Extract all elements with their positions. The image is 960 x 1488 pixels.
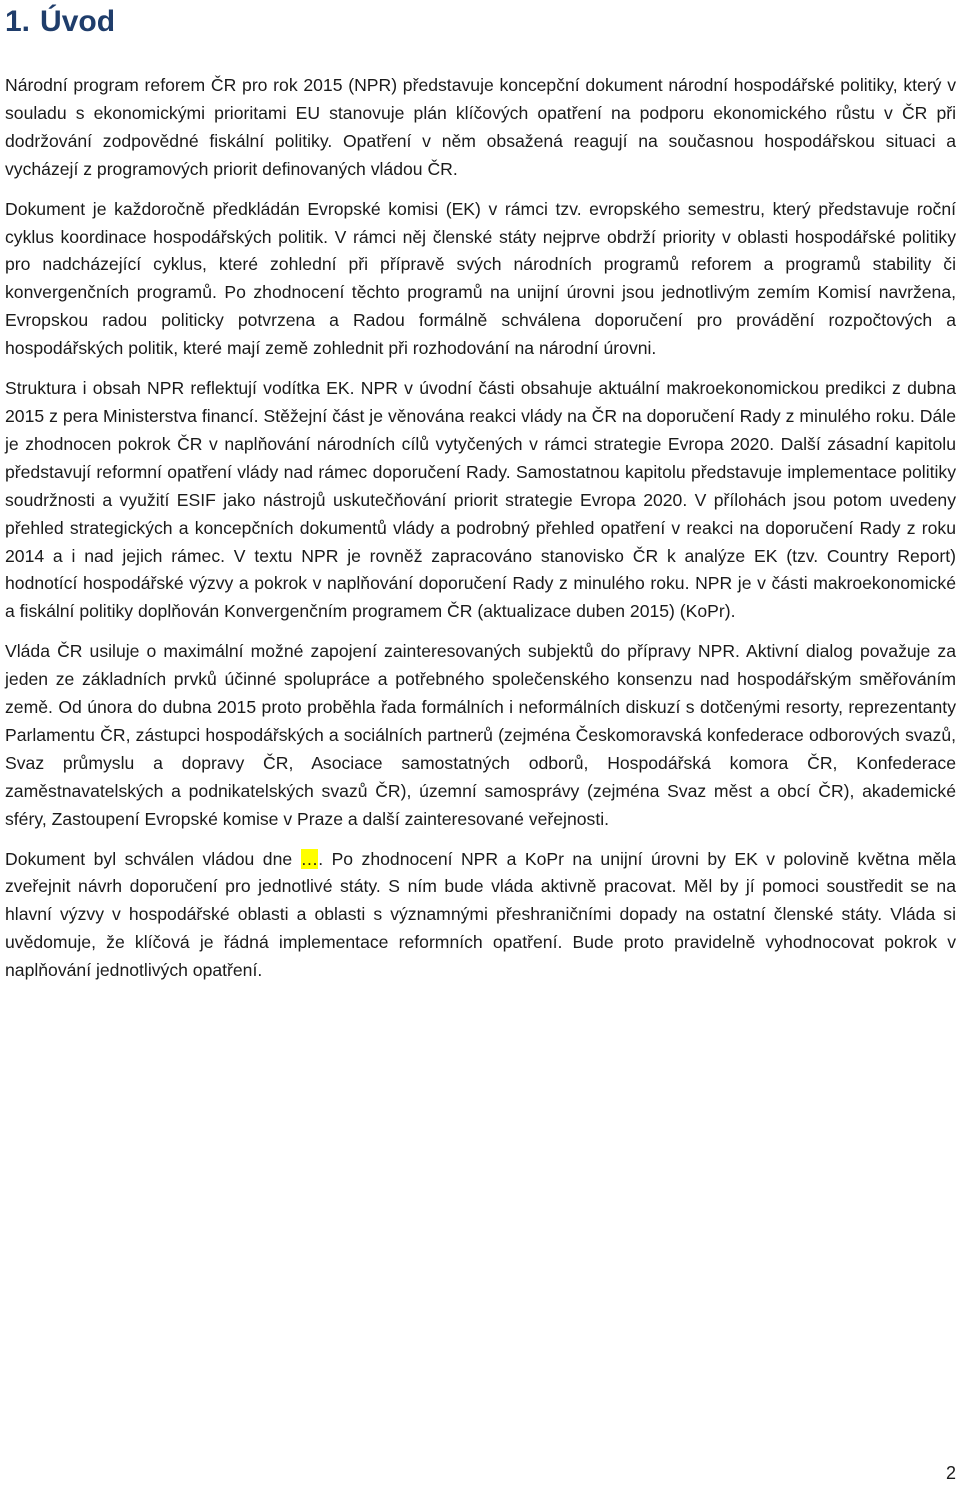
paragraph-structure: Struktura i obsah NPR reflektují vodítka EK. NPR v úvodní části obsahuje aktuální makroekonomickou predikci z dubna 2015 z pera Ministerstva financí. Stěžejní část je věnována reakci vlády na ČR na doporučení Rady z minulého roku. Dále je zhodnocen pokrok ČR v naplňování národních cílů vytyčených v rámci strategie Evropa 2020. Další zásadní kapitolu představují reformní opatření vlády nad rámec doporučení Rady. Samostatnou kapitolu představuje implementace politiky soudržnosti a využití ESIF jako nástrojů uskutečňování priorit strategie Evropa 2020. V přílohách jsou potom uvedeny přehled strategických a koncepčních dokumentů vlády a podrobný přehled opatření v reakci na doporučení Rady z roku 2014 a i nad jejich rámec. V textu NPR je rovněž zapracováno stanovisko ČR k analýze EK (tzv. Country Report) hodnotící hospodářské výzvy a pokrok v naplňování doporučení Rady z minulého roku. NPR je v části makroekonomické a fiskální politiky doplňován Konvergenčním programem ČR (aktualizace duben 2015) (KoPr).	[5, 378, 956, 622]
section-number: 1.	[5, 5, 31, 38]
section-heading	[5, 0, 956, 40]
approval-text-start: Dokument byl schválen vládou dne	[5, 848, 301, 869]
paragraph-approval	[5, 846, 956, 986]
page-number: 2	[945, 1463, 956, 1483]
section-title: Úvod	[40, 5, 116, 38]
paragraph-intro: Národní program reforem ČR pro rok 2015 (NPR) představuje koncepční dokument národní hospodářské politiky, který v souladu s ekonomickými prioritami EU stanovuje plán klíčových opatření na podporu ekonomického růstu v ČR při dodržování zodpovědné fiskální politiky. Opatření v něm obsažená reagují na současnou hospodářskou situaci a vycházejí z programových priorit definovaných vládou ČR.	[5, 75, 956, 179]
highlighted-placeholder: …	[300, 848, 319, 869]
document-page	[5, 0, 956, 985]
approval-text-end: . Po zhodnocení NPR a KoPr na unijní úrovni by EK v polovině května měla zveřejnit návrh doporučení pro jednotlivé státy. S ním bude vláda aktivně pracovat. Měl by jí pomoci soustředit se na hlavní výzvy v hospodářské oblasti a oblasti s významnými přeshraničními dopady na ostatní členské státy. Vláda si uvědomuje, že klíčová je řádná implementace reformních opatření. Bude proto pravidelně vyhodnocovat pokrok v naplňování jednotlivých opatření.	[5, 848, 956, 981]
paragraph-semester: Dokument je každoročně předkládán Evropské komisi (EK) v rámci tzv. evropského semestru, který představuje roční cyklus koordinace hospodářských politik. V rámci něj členské státy nejprve obdrží priority v oblasti hospodářské politiky pro nadcházející cyklus, které zohlední při přípravě svých národních programů reforem a programů stability či konvergenčních programů. Po zhodnocení těchto programů na unijní úrovni jsou jednotlivým zemím Komisí navržena, Evropskou radou politicky potvrzena a Radou formálně schválena doporučení pro provádění rozpočtových a hospodářských politik, které mají země zohlednit při rozhodování na národní úrovni.	[5, 198, 956, 359]
paragraph-dialog: Vláda ČR usiluje o maximální možné zapojení zainteresovaných subjektů do přípravy NPR. Aktivní dialog považuje za jeden ze základních prvků účinné spolupráce a potřebného společenského konsenzu nad hospodářským směřováním země. Od února do dubna 2015 proto proběhla řada formálních i neformálních diskuzí s dotčenými resorty, reprezentanty Parlamentu ČR, zástupci hospodářských a sociálních partnerů (zejména Českomoravská konfederace odborových svazů, Svaz průmyslu a dopravy ČR, Asociace samostatných odborů, Hospodářská komora ČR, Konfederace zaměstnavatelských a podnikatelských svazů ČR), územní samosprávy (zejména Svaz měst a obcí ČR), akademické sféry, Zastoupení Evropské komise v Praze a další zainteresované veřejnosti.	[5, 641, 956, 829]
